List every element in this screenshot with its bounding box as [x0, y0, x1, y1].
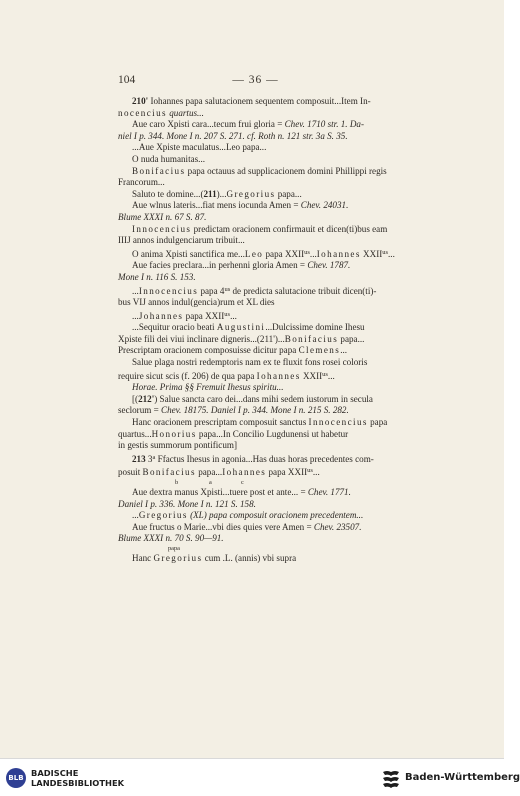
text-line: Hanc oracionem prescriptam composuit sanctus Innocencius papa — [132, 417, 388, 428]
text-line: Aue dextra manus Xpisti...tuere post et ante... = Chev. 1771. — [132, 487, 351, 497]
text-line: IIIJ annos indulgenciarum tribuit... — [118, 235, 245, 246]
text-line: O nuda humanitas... — [132, 153, 205, 164]
text-line: seclorum = Chev. 18175. Daniel I p. 344. Mone I n. 215 S. 282. — [118, 405, 349, 416]
text-line: Prescriptam oracionem composuisse dicitur papa Clemens... — [118, 345, 348, 356]
text-line: Blume XXXI n. 70 S. 90—91. — [118, 533, 224, 544]
text-line: ...Innocencius papa $4^{us}$ de predicta salutacione tribuit dicen(ti)- — [132, 285, 377, 296]
text-line: require sicut scis (f. 206) de qua papa Iohannes $XXII^{us}$... — [118, 370, 335, 381]
state-name[interactable]: Baden-Württemberg — [405, 772, 520, 783]
text-line: 210' Iohannes papa salutacionem sequentem composuit...Item In- — [132, 96, 371, 106]
interlinear-letter: c — [241, 479, 244, 486]
interlinear-note — [118, 545, 402, 553]
text-line: ...Sequitur oracio beati Augustini...Dulcissime domine Ihesu — [132, 322, 365, 333]
interlinear-word: papa — [168, 544, 180, 552]
text-line: quartus...Honorius papa...In Concilio Lugdunensi ut habetur — [118, 428, 349, 439]
text-line: nocencius quartus... — [118, 107, 204, 118]
interlinear-letters — [118, 479, 402, 487]
text-line: posuit Bonifacius papa...Iohannes papa $XXII^{us}$... — [118, 467, 320, 478]
text-line: Hanc Gregorius cum .L. (annis) vbi supra — [132, 552, 297, 563]
page-body — [118, 96, 402, 565]
text-line: Xpiste fili dei viui inclinare digneris...(211')...Bonifacius papa... — [118, 333, 365, 344]
text-line: Francorum... — [118, 177, 165, 188]
text-line: Aue caro Xpisti cara...tecum frui gloria = Chev. 1710 str. 1. Da- — [132, 119, 364, 130]
text-line: Horae. Prima §§ Fremuit Ihesus spiritu... — [132, 382, 284, 393]
text-line: ...Gregorius (XL) papa composuit oracionem precedentem... — [132, 510, 364, 521]
text-line: Aue wlnus lateris...fiat mens iocunda Amen = Chev. 24031. — [132, 200, 349, 211]
text-line: bus VIJ annos indul(gencia)rum et XL dies — [118, 297, 275, 308]
text-line: Blume XXXI n. 67 S. 87. — [118, 211, 207, 222]
text-line: Innocencius predictam oracionem confirmauit et dicen(ti)bus eam — [132, 223, 388, 234]
text-line: 213 3$^a$ Ffactus Ihesus in agonia...Has duas horas precedentes com- — [132, 453, 374, 464]
library-name[interactable] — [31, 768, 124, 788]
text-line: Salue plaga nostri redemptoris nam ex te fluxit fons rosei coloris — [132, 357, 368, 368]
interlinear-letter: a — [209, 479, 212, 486]
text-line: Daniel I p. 336. Mone I n. 121 S. 158. — [118, 498, 256, 509]
text-line: Aue facies preclara...in perhenni gloria Amen = Chev. 1787. — [132, 260, 351, 271]
text-line: O anima Xpisti sanctifica me...Leo papa $XXII^{us}...Iohannes$ $XXII^{us}$... — [132, 248, 395, 259]
text-line: [(212') Salue sancta caro dei...dans mihi sedem iustorum in secula — [132, 393, 373, 404]
library-name-line2: LANDESBIBLIOTHEK — [31, 778, 125, 788]
text-line: niel I p. 344. Mone I n. 207 S. 271. cf. Roth n. 121 str. 3a S. 35. — [118, 130, 348, 141]
text-line: Aue fructus o Marie...vbi dies quies vere Amen = Chev. 23507. — [132, 521, 362, 532]
text-line: Bonifacius papa octauus ad supplicacionem domini Phillippi regis — [132, 165, 387, 176]
library-name-line1: BADISCHE — [31, 768, 79, 778]
blb-logo-icon[interactable]: BLB — [6, 768, 26, 788]
text-line: Mone I n. 116 S. 153. — [118, 271, 196, 282]
page-number: 104 — [118, 74, 136, 86]
text-line: in gestis summorum pontificum] — [118, 440, 237, 451]
text-line: Saluto te domine...(211)...Gregorius papa... — [132, 188, 302, 199]
interlinear-letter: b — [175, 479, 179, 486]
text-line: ...Aue Xpiste maculatus...Leo papa... — [132, 142, 267, 153]
lions-coat-of-arms-icon[interactable] — [380, 767, 402, 789]
footer-bar — [0, 758, 520, 796]
text-line: ...Johannes papa $XXII^{us}$... — [132, 310, 237, 321]
folio-number: — 36 — — [232, 74, 279, 86]
